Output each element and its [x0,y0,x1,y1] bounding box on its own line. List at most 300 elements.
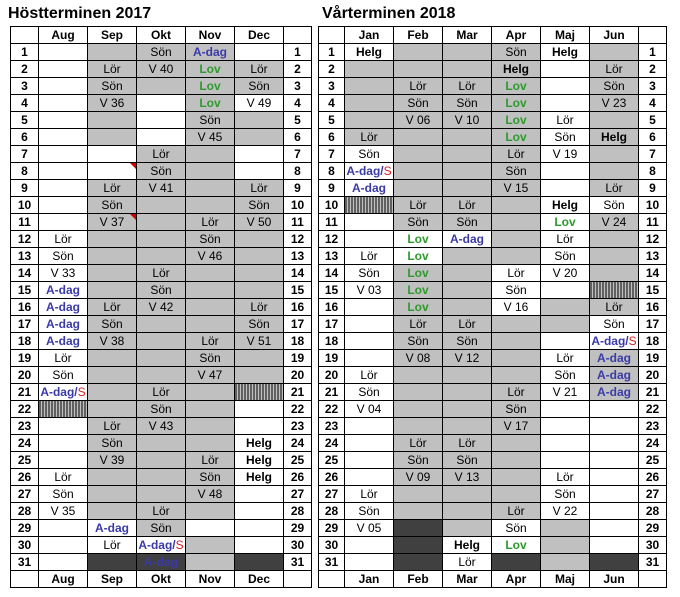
day-cell[interactable] [235,367,284,384]
day-cell[interactable]: Lov [394,231,443,248]
day-cell[interactable] [39,61,88,78]
day-cell[interactable]: Sön [137,401,186,418]
day-cell[interactable] [443,401,492,418]
day-cell[interactable]: Lör [345,129,394,146]
day-cell[interactable]: V 39 [88,452,137,469]
day-cell[interactable] [492,214,541,231]
day-cell[interactable] [443,180,492,197]
day-cell[interactable] [235,520,284,537]
day-cell[interactable]: Sön [590,197,639,214]
day-cell[interactable]: V 41 [137,180,186,197]
day-cell[interactable] [39,129,88,146]
day-cell[interactable] [541,78,590,95]
day-cell[interactable] [88,401,137,418]
day-cell[interactable] [590,44,639,61]
day-cell[interactable] [394,537,443,554]
day-cell[interactable] [394,418,443,435]
day-cell[interactable]: V 40 [137,61,186,78]
day-cell[interactable]: Lör [590,299,639,316]
day-cell[interactable] [345,537,394,554]
day-cell[interactable] [186,554,235,571]
day-cell[interactable]: Sön [235,78,284,95]
day-cell[interactable] [394,163,443,180]
day-cell[interactable]: V 50 [235,214,284,231]
day-cell[interactable]: Sön [590,316,639,333]
day-cell[interactable] [541,418,590,435]
day-cell[interactable] [39,435,88,452]
day-cell[interactable] [186,435,235,452]
day-cell[interactable] [88,112,137,129]
day-cell[interactable] [88,469,137,486]
day-cell[interactable]: V 24 [590,214,639,231]
day-cell[interactable]: Lör [443,197,492,214]
day-cell[interactable]: Sön [88,78,137,95]
day-cell[interactable] [137,435,186,452]
day-cell[interactable]: Lör [88,537,137,554]
day-cell[interactable] [235,401,284,418]
day-cell[interactable]: Lov [492,537,541,554]
day-cell[interactable]: Sön [345,146,394,163]
day-cell[interactable] [443,418,492,435]
day-cell[interactable]: Sön [137,520,186,537]
day-cell[interactable]: Lov [394,282,443,299]
day-cell[interactable]: A-dag [88,520,137,537]
day-cell[interactable] [590,469,639,486]
day-cell[interactable]: Sön [492,520,541,537]
day-cell[interactable] [541,554,590,571]
day-cell[interactable]: V 35 [39,503,88,520]
day-cell[interactable]: A-dag [590,350,639,367]
day-cell[interactable] [137,316,186,333]
day-cell[interactable] [186,520,235,537]
day-cell[interactable] [541,401,590,418]
day-cell[interactable]: Lör [88,418,137,435]
day-cell[interactable]: Sön [394,214,443,231]
day-cell[interactable] [137,486,186,503]
day-cell[interactable]: V 10 [443,112,492,129]
day-cell[interactable] [39,44,88,61]
day-cell[interactable]: Sön [345,265,394,282]
day-cell[interactable] [186,163,235,180]
day-cell[interactable] [443,44,492,61]
day-cell[interactable]: Lör [394,78,443,95]
day-cell[interactable] [88,503,137,520]
day-cell[interactable] [186,418,235,435]
day-cell[interactable]: Lör [137,503,186,520]
day-cell[interactable] [235,554,284,571]
day-cell[interactable]: Helg [590,129,639,146]
day-cell[interactable]: A-dag [186,44,235,61]
day-cell[interactable] [235,44,284,61]
day-cell[interactable] [443,61,492,78]
day-cell[interactable]: Lör [345,248,394,265]
day-cell[interactable]: A-dag [590,384,639,401]
day-cell[interactable] [235,248,284,265]
day-cell[interactable]: Lör [186,452,235,469]
day-cell[interactable]: Sön [394,95,443,112]
day-cell[interactable] [590,401,639,418]
day-cell[interactable] [88,248,137,265]
day-cell[interactable] [39,418,88,435]
day-cell[interactable]: Sön [186,469,235,486]
day-cell[interactable]: Lör [186,214,235,231]
day-cell[interactable]: Lör [443,554,492,571]
day-cell[interactable] [235,418,284,435]
day-cell[interactable] [492,554,541,571]
day-cell[interactable] [88,350,137,367]
day-cell[interactable]: Lör [492,146,541,163]
day-cell[interactable]: Lör [541,231,590,248]
day-cell[interactable] [492,367,541,384]
day-cell[interactable]: Sön [541,248,590,265]
day-cell[interactable] [590,163,639,180]
day-cell[interactable] [39,520,88,537]
day-cell[interactable]: Helg [235,469,284,486]
day-cell[interactable] [541,537,590,554]
day-cell[interactable]: Lov [541,214,590,231]
day-cell[interactable] [443,299,492,316]
day-cell[interactable]: A-dag [39,299,88,316]
day-cell[interactable] [443,520,492,537]
day-cell[interactable]: Lör [541,469,590,486]
day-cell[interactable] [394,180,443,197]
day-cell[interactable] [345,299,394,316]
day-cell[interactable]: Sön [443,214,492,231]
day-cell[interactable] [137,469,186,486]
day-cell[interactable]: Helg [235,435,284,452]
day-cell[interactable] [39,197,88,214]
day-cell[interactable] [394,384,443,401]
day-cell[interactable]: Sön [137,163,186,180]
day-cell[interactable] [137,452,186,469]
day-cell[interactable] [394,129,443,146]
day-cell[interactable] [39,95,88,112]
day-cell[interactable]: Sön [39,367,88,384]
day-cell[interactable]: Sön [492,163,541,180]
day-cell[interactable] [541,282,590,299]
day-cell[interactable] [590,503,639,520]
day-cell[interactable]: A-dag [443,231,492,248]
day-cell[interactable] [345,231,394,248]
day-cell[interactable]: V 06 [394,112,443,129]
day-cell[interactable] [443,486,492,503]
day-cell[interactable]: Sön [39,486,88,503]
day-cell[interactable] [590,265,639,282]
day-cell[interactable]: Helg [443,537,492,554]
day-cell[interactable]: Sön [492,44,541,61]
day-cell[interactable] [235,350,284,367]
day-cell[interactable]: Lör [443,435,492,452]
day-cell[interactable] [541,435,590,452]
day-cell[interactable] [492,435,541,452]
day-cell[interactable] [235,129,284,146]
day-cell[interactable]: Lör [137,146,186,163]
day-cell[interactable] [345,333,394,350]
day-cell[interactable]: V 21 [541,384,590,401]
day-cell[interactable] [443,503,492,520]
day-cell[interactable] [541,452,590,469]
day-cell[interactable] [590,435,639,452]
day-cell[interactable] [590,537,639,554]
day-cell[interactable] [137,248,186,265]
day-cell[interactable]: Lör [345,367,394,384]
day-cell[interactable] [394,520,443,537]
day-cell[interactable] [88,282,137,299]
day-cell[interactable]: Sön [590,78,639,95]
day-cell[interactable]: Sön [88,197,137,214]
day-cell[interactable] [541,95,590,112]
day-cell[interactable] [235,503,284,520]
day-cell[interactable] [541,299,590,316]
day-cell[interactable] [590,282,639,299]
day-cell[interactable]: V 05 [345,520,394,537]
day-cell[interactable] [137,231,186,248]
day-cell[interactable] [345,112,394,129]
day-cell[interactable]: A-dag/S [40,385,86,399]
day-cell[interactable]: Lör [235,61,284,78]
day-cell[interactable]: Sön [186,231,235,248]
day-cell[interactable]: V 22 [541,503,590,520]
day-cell[interactable] [186,146,235,163]
day-cell[interactable] [235,265,284,282]
day-cell[interactable] [345,316,394,333]
day-cell[interactable] [186,384,235,401]
day-cell[interactable] [345,418,394,435]
day-cell[interactable] [394,554,443,571]
day-cell[interactable]: Lör [345,486,394,503]
day-cell[interactable] [443,367,492,384]
day-cell[interactable]: V 16 [492,299,541,316]
day-cell[interactable] [186,316,235,333]
day-cell[interactable]: Lör [394,316,443,333]
day-cell[interactable] [186,299,235,316]
day-cell[interactable]: Lör [443,316,492,333]
day-cell[interactable] [137,197,186,214]
day-cell[interactable] [443,248,492,265]
day-cell[interactable]: V 51 [235,333,284,350]
day-cell[interactable] [137,214,186,231]
day-cell[interactable]: Lör [88,61,137,78]
day-cell[interactable] [394,486,443,503]
day-cell[interactable]: Helg [541,197,590,214]
day-cell[interactable]: Lör [235,180,284,197]
day-cell[interactable] [345,197,394,214]
day-cell[interactable]: Lör [541,112,590,129]
day-cell[interactable] [590,248,639,265]
day-cell[interactable]: V 37 [88,214,137,231]
day-cell[interactable] [235,384,284,401]
day-cell[interactable]: Lör [88,299,137,316]
day-cell[interactable]: V 13 [443,469,492,486]
day-cell[interactable] [235,163,284,180]
day-cell[interactable]: V 42 [137,299,186,316]
day-cell[interactable] [235,486,284,503]
day-cell[interactable] [590,486,639,503]
day-cell[interactable] [235,231,284,248]
day-cell[interactable] [492,248,541,265]
day-cell[interactable]: V 19 [541,146,590,163]
day-cell[interactable]: Sön [394,333,443,350]
day-cell[interactable]: Sön [88,435,137,452]
day-cell[interactable]: A-dag [39,282,88,299]
day-cell[interactable] [345,452,394,469]
day-cell[interactable] [394,61,443,78]
day-cell[interactable]: Lör [186,333,235,350]
day-cell[interactable] [394,367,443,384]
day-cell[interactable] [345,78,394,95]
day-cell[interactable] [186,265,235,282]
day-cell[interactable]: V 15 [492,180,541,197]
day-cell[interactable]: Helg [345,44,394,61]
day-cell[interactable] [88,384,137,401]
day-cell[interactable] [492,316,541,333]
day-cell[interactable] [345,214,394,231]
day-cell[interactable]: A-dag [39,333,88,350]
day-cell[interactable] [137,129,186,146]
day-cell[interactable]: Lör [137,265,186,282]
day-cell[interactable]: Helg [235,452,284,469]
day-cell[interactable]: V 46 [186,248,235,265]
day-cell[interactable]: Lör [443,78,492,95]
day-cell[interactable]: Sön [186,350,235,367]
day-cell[interactable] [492,469,541,486]
day-cell[interactable] [186,537,235,554]
day-cell[interactable] [345,95,394,112]
day-cell[interactable] [590,520,639,537]
day-cell[interactable] [590,146,639,163]
day-cell[interactable] [394,146,443,163]
day-cell[interactable] [39,112,88,129]
day-cell[interactable]: Lör [541,350,590,367]
day-cell[interactable] [443,146,492,163]
day-cell[interactable] [88,146,137,163]
day-cell[interactable] [443,129,492,146]
day-cell[interactable] [186,401,235,418]
day-cell[interactable] [235,146,284,163]
day-cell[interactable]: V 08 [394,350,443,367]
day-cell[interactable] [590,418,639,435]
day-cell[interactable]: Sön [443,95,492,112]
day-cell[interactable]: Sön [88,316,137,333]
day-cell[interactable] [590,112,639,129]
day-cell[interactable] [186,180,235,197]
day-cell[interactable]: A-dag/S [346,164,392,178]
day-cell[interactable]: Lov [492,95,541,112]
day-cell[interactable] [39,537,88,554]
day-cell[interactable]: Sön [137,44,186,61]
day-cell[interactable] [492,486,541,503]
day-cell[interactable]: Lör [394,435,443,452]
day-cell[interactable]: Lov [394,299,443,316]
day-cell[interactable]: Lör [394,197,443,214]
day-cell[interactable] [186,503,235,520]
day-cell[interactable]: Lör [137,384,186,401]
day-cell[interactable]: Lov [394,248,443,265]
day-cell[interactable]: Lör [590,61,639,78]
day-cell[interactable]: Lov [394,265,443,282]
day-cell[interactable] [492,231,541,248]
day-cell[interactable] [394,44,443,61]
day-cell[interactable] [39,78,88,95]
day-cell[interactable] [137,95,186,112]
day-cell[interactable]: V 03 [345,282,394,299]
day-cell[interactable]: V 20 [541,265,590,282]
day-cell[interactable] [394,503,443,520]
day-cell[interactable] [541,316,590,333]
day-cell[interactable]: V 09 [394,469,443,486]
day-cell[interactable]: Lör [492,384,541,401]
day-cell[interactable]: Sön [39,248,88,265]
day-cell[interactable] [137,350,186,367]
day-cell[interactable]: V 12 [443,350,492,367]
day-cell[interactable] [88,554,137,571]
day-cell[interactable] [39,146,88,163]
day-cell[interactable]: A-dag [590,367,639,384]
day-cell[interactable]: Lov [492,112,541,129]
day-cell[interactable]: Sön [541,129,590,146]
day-cell[interactable]: Lör [492,503,541,520]
day-cell[interactable]: V 48 [186,486,235,503]
day-cell[interactable] [541,163,590,180]
day-cell[interactable] [345,350,394,367]
day-cell[interactable]: A-dag [39,316,88,333]
day-cell[interactable] [492,333,541,350]
day-cell[interactable]: A-dag/S [138,538,184,552]
day-cell[interactable]: V 47 [186,367,235,384]
day-cell[interactable] [137,367,186,384]
day-cell[interactable]: Sön [443,333,492,350]
day-cell[interactable] [443,384,492,401]
day-cell[interactable]: Lov [492,129,541,146]
day-cell[interactable]: Sön [492,401,541,418]
day-cell[interactable]: Helg [541,44,590,61]
day-cell[interactable]: Sön [541,486,590,503]
day-cell[interactable] [541,61,590,78]
day-cell[interactable] [541,520,590,537]
day-cell[interactable]: Sön [235,197,284,214]
day-cell[interactable] [88,367,137,384]
day-cell[interactable]: A-dag/S [591,334,637,348]
day-cell[interactable] [137,333,186,350]
day-cell[interactable]: V 33 [39,265,88,282]
day-cell[interactable]: Lör [39,350,88,367]
day-cell[interactable] [39,214,88,231]
day-cell[interactable]: A-dag [345,180,394,197]
day-cell[interactable] [39,401,88,418]
day-cell[interactable]: Sön [186,112,235,129]
day-cell[interactable] [235,282,284,299]
day-cell[interactable]: Sön [394,452,443,469]
day-cell[interactable] [88,129,137,146]
day-cell[interactable] [443,282,492,299]
day-cell[interactable]: Lov [186,95,235,112]
day-cell[interactable]: Helg [492,61,541,78]
day-cell[interactable]: A-dag [137,554,186,571]
day-cell[interactable]: Sön [137,282,186,299]
day-cell[interactable] [137,78,186,95]
day-cell[interactable] [88,163,137,180]
day-cell[interactable] [345,61,394,78]
day-cell[interactable] [88,486,137,503]
day-cell[interactable]: V 49 [235,95,284,112]
day-cell[interactable] [88,44,137,61]
day-cell[interactable]: V 38 [88,333,137,350]
day-cell[interactable]: Lov [492,78,541,95]
day-cell[interactable] [394,401,443,418]
day-cell[interactable]: Sön [235,316,284,333]
day-cell[interactable] [492,452,541,469]
day-cell[interactable]: Sön [345,503,394,520]
